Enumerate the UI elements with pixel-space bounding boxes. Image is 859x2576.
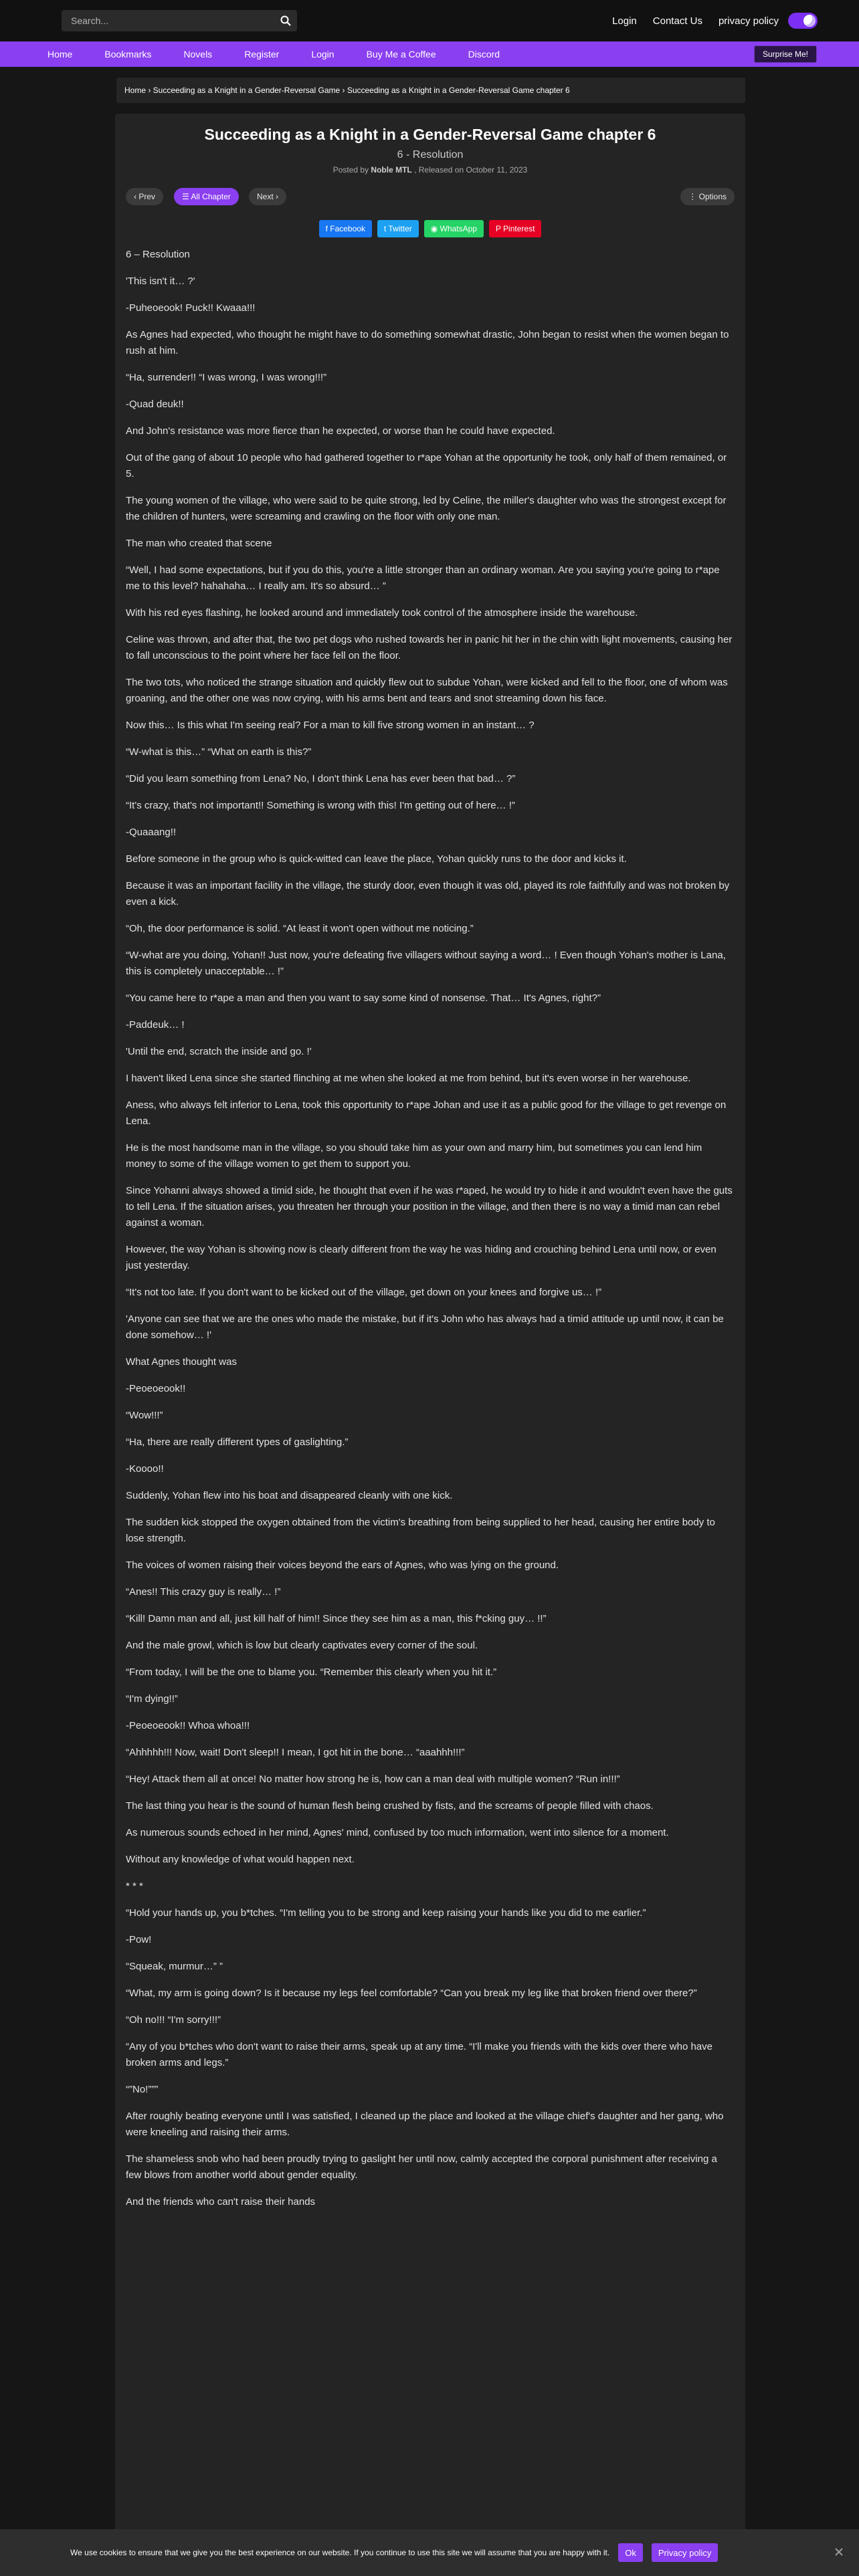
breadcrumb[interactable]: Home › Succeeding as a Knight in a Gender-Reversal Game › Succeeding as a Knight in a Gender-Reversal Game chapter 6 (116, 78, 745, 103)
chapter-paragraph: The young women of the village, who were said to be quite strong, led by Celine, the miller's daughter who was the strongest except for the children of hunters, were screaming and crawling on the floor with only one man. (126, 495, 727, 522)
nav-items (47, 41, 500, 67)
chapter-paragraph: -Puheoeook! Puck!! Kwaaa!!! (126, 302, 256, 314)
chapter-paragraph: As numerous sounds echoed in her mind, Agnes' mind, confused by too much information, went into silence for a moment. (126, 1827, 669, 1838)
chapter-paragraph: After roughly beating everyone until I was satisfied, I cleaned up the place and looked at the village chief's daughter and her gang, who were kneeling and raising their arms. (126, 2111, 724, 2138)
chapter-paragraph: “Any of you b*tches who don't want to raise their arms, speak up at any time. “I'll make you friends with the kids over there who have broken arms and legs.” (126, 2041, 712, 2068)
chapter-paragraph: “Oh no!!! “I'm sorry!!!” (126, 2014, 221, 2026)
nav-bookmarks[interactable]: Bookmarks (104, 49, 152, 60)
chapter-paragraph: “From today, I will be the one to blame you. “Remember this clearly when you hit it.” (126, 1667, 497, 1678)
chapter-paragraph: “It's not too late. If you don't want to be kicked out of the village, get down on your knees and forgive us… !” (126, 1287, 602, 1298)
chapter-paragraph: “Did you learn something from Lena? No, I don't think Lena has ever been that bad… ?” (126, 773, 516, 784)
chapter-paragraph: Aness, who always felt inferior to Lena, took this opportunity to r*ape Johan and use it as a public good for the village to get revenge on Lena. (126, 1099, 727, 1127)
cookie-text: We use cookies to ensure that we give you the best experience on our website. If you continue to use this site we will assume that you are happy with it. (70, 2548, 610, 2557)
next-chapter-button[interactable]: Next › (249, 188, 286, 205)
nav-home[interactable]: Home (47, 49, 73, 60)
dark-mode-toggle[interactable] (788, 13, 818, 29)
chapter-paragraph: Out of the gang of about 10 people who had gathered together to r*ape Yohan at the opportunity he took, only half of them remained, or 5. (126, 452, 727, 479)
chapter-paragraph: -Peoeoeook!! (126, 1383, 186, 1394)
chapter-paragraph: “Ha, surrender!! “I was wrong, I was wrong!!!” (126, 372, 327, 383)
chapter-paragraph: However, the way Yohan is showing now is clearly different from the way he was hiding and crouching behind Lena until now, or even just yesterday. (126, 1244, 717, 1271)
chapter-paragraph: The last thing you hear is the sound of human flesh being crushed by fists, and the screams of people filled with chaos. (126, 1800, 654, 1812)
chapter-paragraph: “”No!””” (126, 2084, 159, 2095)
chapter-paragraph: 'Until the end, scratch the inside and go. !' (126, 1046, 312, 1057)
chapter-paragraph: The shameless snob who had been proudly trying to gaslight her until now, calmly accepted the corporal punishment after receiving a few blows from another world about gender equality. (126, 2153, 717, 2181)
chapter-paragraph: The two tots, who noticed the strange situation and quickly flew out to subdue Yohan, were kicked and fell to the floor, one of whom was groaning, and the other one was now crying, with his arms bent and tears and snot streaming down his face. (126, 677, 728, 704)
share-buttons (115, 220, 745, 237)
chapter-paragraph: -Paddeuk… ! (126, 1019, 185, 1031)
moon-icon (803, 15, 816, 27)
chapter-paragraph: 6 – Resolution (126, 249, 190, 260)
chapter-paragraph: “What, my arm is going down? Is it because my legs feel comfortable? “Can you break my leg like that broken friend over there?” (126, 1988, 697, 1999)
cookie-ok-button[interactable]: Ok (618, 2543, 643, 2562)
chapter-paragraph: With his red eyes flashing, he looked around and immediately took control of the atmosphere inside the warehouse. (126, 607, 638, 619)
chapter-paragraph: -Quad deuk!! (126, 399, 184, 410)
cookie-banner (0, 2529, 859, 2576)
chapter-paragraph: And the male growl, which is low but clearly captivates every corner of the soul. (126, 1640, 478, 1651)
prev-chapter-button[interactable]: ‹ Prev (126, 188, 163, 205)
top-bar (0, 0, 859, 41)
share-twitter-button[interactable]: t Twitter (377, 220, 419, 237)
chapter-paragraph: The man who created that scene (126, 538, 272, 549)
chapter-paragraph: Suddenly, Yohan flew into his boat and disappeared cleanly with one kick. (126, 1490, 453, 1501)
chapter-paragraph: “You came here to r*ape a man and then you want to say some kind of nonsense. That… It's Agnes, right?” (126, 992, 601, 1004)
top-links (612, 0, 779, 41)
chapter-paragraph: What Agnes thought was (126, 1356, 237, 1368)
chapter-paragraph: “Oh, the door performance is solid. “At least it won't open without me noticing.” (126, 923, 474, 934)
chapter-paragraph: “Hold your hands up, you b*tches. “I'm telling you to be strong and keep raising your hands like you did to me earlier.” (126, 1907, 646, 1919)
nav-buy-me-a-coffee[interactable]: Buy Me a Coffee (366, 49, 436, 60)
chapter-paragraph: * * * (126, 1881, 143, 1892)
chapter-paragraph: I haven't liked Lena since she started flinching at me when she looked at me from behind, but it's even worse in her warehouse. (126, 1073, 691, 1084)
options-button[interactable]: ⋮ Options (680, 188, 735, 205)
chapter-paragraph: Without any knowledge of what would happen next. (126, 1854, 355, 1865)
chapter-paragraph: “Ha, there are really different types of gaslighting.” (126, 1436, 349, 1448)
chapter-title: Succeeding as a Knight in a Gender-Reversal Game chapter 6 (204, 126, 656, 143)
chapter-paragraph: And the friends who can't raise their hands (126, 2196, 316, 2208)
chapter-paragraph: “It's crazy, that's not important!! Something is wrong with this! I'm getting out of here… !” (126, 800, 515, 811)
chapter-paragraph: Before someone in the group who is quick-witted can leave the place, Yohan quickly runs to the door and kicks it. (126, 853, 627, 865)
nav-novels[interactable]: Novels (183, 49, 213, 60)
nav-register[interactable]: Register (244, 49, 280, 60)
chapter-controls (126, 188, 735, 211)
chapter-subtitle: 6 - Resolution (397, 149, 464, 160)
posted-by (115, 165, 745, 175)
search-box (62, 10, 297, 31)
chapter-paragraph: -Koooo!! (126, 1463, 164, 1475)
search-icon[interactable] (280, 15, 292, 27)
chapter-paragraph: “Kill! Damn man and all, just kill half of him!! Since they see him as a man, this f*cking guy… !!” (126, 1613, 547, 1624)
top-link-contact[interactable]: Contact Us (652, 15, 702, 27)
close-icon[interactable] (834, 2547, 844, 2557)
chapter-paragraph: 'Anyone can see that we are the ones who made the mistake, but if it's John who has always had a timid attitude up until now, it can be done somehow… !' (126, 1313, 724, 1341)
chapter-card (115, 114, 745, 2576)
cookie-privacy-button[interactable]: Privacy policy (652, 2543, 718, 2562)
chapter-paragraph: Because it was an important facility in the village, the sturdy door, even though it was old, played its role faithfully and was not broken by even a kick. (126, 880, 730, 907)
top-link-privacy[interactable]: privacy policy (718, 15, 779, 27)
chapter-paragraph: “Squeak, murmur…” ” (126, 1961, 223, 1972)
release-date: , Released on October 11, 2023 (414, 165, 528, 175)
chapter-paragraph: He is the most handsome man in the village, so you should take him as your own and marry him, but sometimes you can lend him money to some of the village women to get them to support you. (126, 1142, 702, 1170)
chapter-paragraph: “W-what is this…” “What on earth is this?” (126, 746, 312, 758)
share-whatsapp-button[interactable]: ◉ WhatsApp (424, 220, 484, 237)
chapter-paragraph: “I'm dying!!” (126, 1693, 178, 1705)
chapter-paragraph: -Pow! (126, 1934, 152, 1945)
main-nav (0, 41, 859, 67)
share-facebook-button[interactable]: f Facebook (319, 220, 372, 237)
chapter-paragraph: “Hey! Attack them all at once! No matter how strong he is, how can a man deal with multiple women? “Run in!!!” (126, 1774, 620, 1785)
chapter-content (115, 237, 745, 2210)
chapter-paragraph: “Ahhhhh!!! Now, wait! Don't sleep!! I mean, I got hit in the bone… “aaahhh!!!” (126, 1747, 465, 1758)
chapter-paragraph: Now this… Is this what I'm seeing real? For a man to kill five strong women in an instant… ? (126, 720, 535, 731)
chapter-paragraph: “Anes!! This crazy guy is really… !” (126, 1586, 281, 1598)
chapter-paragraph: As Agnes had expected, who thought he might have to do something somewhat drastic, John began to resist when the women began to rush at him. (126, 329, 729, 356)
chapter-paragraph: -Peoeoeook!! Whoa whoa!!! (126, 1720, 250, 1731)
chapter-paragraph: “W-what are you doing, Yohan!! Just now, you're defeating five villagers without saying a word… ! Even though Yohan's mother is Lana, this is completely unacceptable… !” (126, 950, 726, 977)
nav-login[interactable]: Login (311, 49, 335, 60)
chapter-paragraph: And John's resistance was more fierce than he expected, or worse than he could have expected. (126, 425, 555, 437)
chapter-paragraph: Celine was thrown, and after that, the two pet dogs who rushed towards her in panic hit her in the chin with light movements, causing her to fall unconscious to the point where her face fell on the floor. (126, 634, 733, 661)
chapter-paragraph: “Wow!!!” (126, 1410, 163, 1421)
all-chapter-button[interactable]: ☰ All Chapter (174, 188, 239, 205)
chapter-paragraph: -Quaaang!! (126, 827, 177, 838)
surprise-me-button[interactable]: Surprise Me! (754, 45, 817, 63)
top-link-login[interactable]: Login (612, 15, 637, 27)
chapter-paragraph: 'This isn't it… ?' (126, 276, 195, 287)
nav-discord[interactable]: Discord (468, 49, 500, 60)
chapter-paragraph: The sudden kick stopped the oxygen obtained from the victim's breathing from being supplied to her head, causing her entire body to lose strength. (126, 1517, 715, 1544)
chapter-paragraph: Since Yohanni always showed a timid side, he thought that even if he was r*aped, he would try to hide it and wouldn't even have the guts to tell Lena. If the situation arises, you threaten her through your position in the village, and then there is no way a timid man can rebel against a woman. (126, 1185, 733, 1228)
posted-prefix: Posted by (332, 165, 369, 175)
search-input[interactable] (62, 10, 297, 31)
chapter-paragraph: The voices of women raising their voices beyond the ears of Agnes, who was lying on the ground. (126, 1560, 559, 1571)
chapter-paragraph: “Well, I had some expectations, but if you do this, you're a little stronger than an ordinary woman. Are you saying you're going to r*ape me to this level? hahahaha… I really am. It's so absurd… ” (126, 564, 720, 592)
share-pinterest-button[interactable]: P Pinterest (489, 220, 541, 237)
author-name[interactable]: Noble MTL (371, 165, 412, 175)
